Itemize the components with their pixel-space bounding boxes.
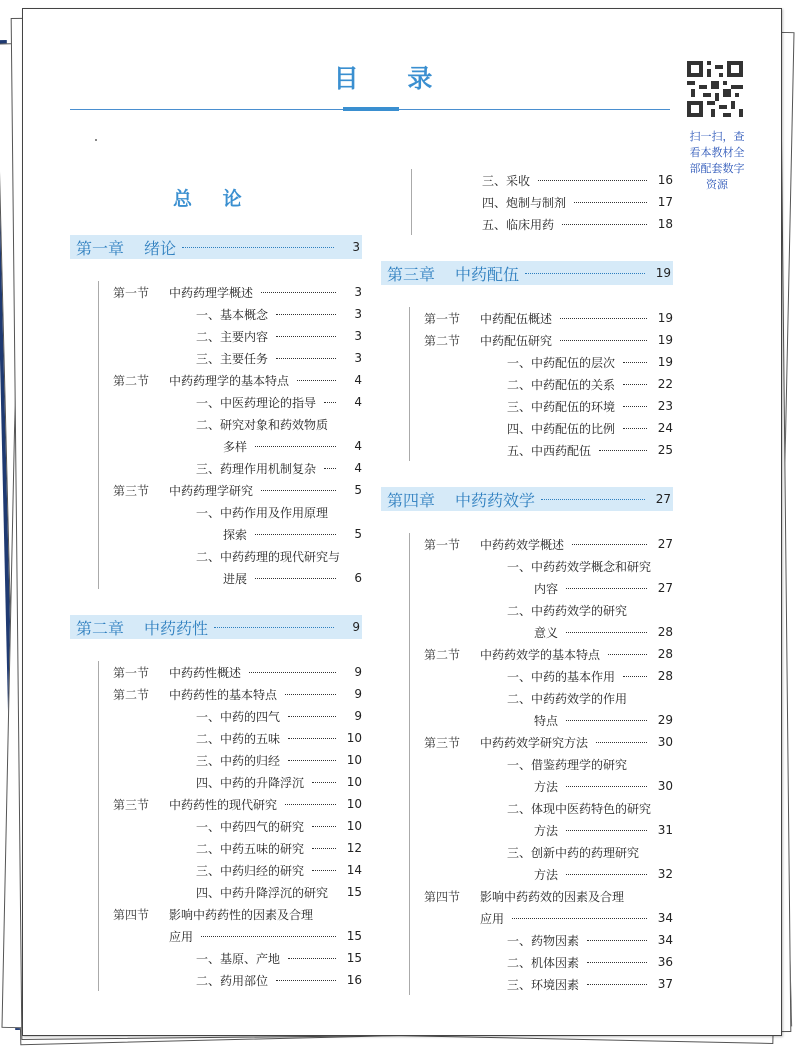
- dot-leader: [599, 450, 647, 451]
- dot-leader: [285, 804, 336, 805]
- page-number: 3: [354, 351, 362, 365]
- dot-leader: [312, 826, 336, 827]
- page-number: 10: [346, 753, 362, 767]
- entry-title: 一、中药的基本作用: [507, 669, 616, 684]
- toc-entry[interactable]: [410, 351, 673, 373]
- page-number: 28: [657, 647, 673, 661]
- entry-title: 二、体现中医药特色的研究: [507, 801, 652, 816]
- page-number: 12: [346, 841, 362, 855]
- toc-entry[interactable]: [99, 661, 362, 683]
- dot-leader: [261, 490, 336, 491]
- entry-title: 意义: [534, 625, 559, 640]
- dot-leader: [525, 273, 645, 274]
- entry-title: 中药药效学研究方法: [480, 735, 589, 750]
- dot-leader: [587, 984, 647, 985]
- chapter-title: 中药配伍: [455, 264, 520, 284]
- page-number: 9: [354, 665, 362, 679]
- entry-title: 二、中药药效学的研究: [507, 603, 628, 618]
- page-number: 10: [346, 797, 362, 811]
- section-number: 第一节: [424, 311, 461, 326]
- toc-entry[interactable]: [99, 369, 362, 391]
- page-number: 27: [655, 492, 671, 506]
- toc-entry[interactable]: [410, 709, 673, 731]
- dot-leader: [562, 224, 647, 225]
- toc-entry[interactable]: [99, 567, 362, 589]
- dot-leader: [566, 874, 647, 875]
- page-number: 22: [657, 377, 673, 391]
- toc-entry[interactable]: [410, 599, 673, 621]
- entry-title: 中药药性概述: [169, 665, 242, 680]
- qr-code-icon[interactable]: [687, 61, 743, 117]
- entry-title: 三、中药归经的研究: [196, 863, 305, 878]
- page-number: 19: [657, 311, 673, 325]
- chapter-entries: [98, 661, 362, 991]
- toc-entry[interactable]: [99, 815, 362, 837]
- dot-leader: [623, 362, 647, 363]
- toc-right-column: [381, 169, 673, 1021]
- toc-entry[interactable]: [99, 391, 362, 413]
- dot-leader: [623, 428, 647, 429]
- entry-title: 内容: [534, 581, 559, 596]
- entry-title: 进展: [223, 571, 248, 586]
- page-number: 30: [657, 735, 673, 749]
- section-number: 第四节: [113, 907, 150, 922]
- entry-title: 中药药效学的基本特点: [480, 647, 601, 662]
- toc-entry[interactable]: [410, 577, 673, 599]
- chapter-heading[interactable]: [70, 235, 362, 259]
- toc-entry[interactable]: [99, 501, 362, 523]
- dot-leader: [276, 358, 336, 359]
- page-number: 4: [354, 373, 362, 387]
- entry-title: 二、主要内容: [196, 329, 269, 344]
- dot-leader: [572, 544, 647, 545]
- entry-title: 三、采收: [482, 173, 531, 188]
- dot-leader: [312, 848, 336, 849]
- entry-title: 特点: [534, 713, 559, 728]
- toc-entry[interactable]: [410, 643, 673, 665]
- entry-title: 五、中西药配伍: [507, 443, 592, 458]
- entry-title: 一、中医药理论的指导: [196, 395, 317, 410]
- page-number: 9: [354, 687, 362, 701]
- entry-title: 中药配伍概述: [480, 311, 553, 326]
- page-number: 4: [354, 439, 362, 453]
- toc-entry[interactable]: [99, 947, 362, 969]
- entry-title: 中药配伍研究: [480, 333, 553, 348]
- dot-leader: [566, 830, 647, 831]
- toc-entry[interactable]: [410, 797, 673, 819]
- section-title: 总 论: [173, 188, 254, 210]
- entry-title: 二、药用部位: [196, 973, 269, 988]
- dot-leader: [596, 742, 647, 743]
- entry-title: 中药药性的基本特点: [169, 687, 278, 702]
- entry-title: 三、环境因素: [507, 977, 580, 992]
- toc-entry[interactable]: [410, 621, 673, 643]
- entry-title: 二、中药五味的研究: [196, 841, 305, 856]
- toc-entry[interactable]: [99, 771, 362, 793]
- entry-title: 四、中药的升降浮沉: [196, 775, 305, 790]
- chapter-entries: [98, 281, 362, 589]
- page-number: 10: [346, 775, 362, 789]
- dot-leader: [312, 870, 336, 871]
- section-number: 第二节: [424, 333, 461, 348]
- chapter-number: 第二章: [76, 618, 125, 638]
- dot-leader: [566, 588, 647, 589]
- entry-title: 应用: [480, 911, 505, 926]
- chapter-number: 第三章: [387, 264, 436, 284]
- toc-entry[interactable]: [410, 863, 673, 885]
- chapter-heading[interactable]: [381, 487, 673, 511]
- page-number: 17: [657, 195, 673, 209]
- entry-title: 影响中药药性的因素及合理: [169, 907, 314, 922]
- page-number: 9: [354, 709, 362, 723]
- entry-title: 中药药理学的基本特点: [169, 373, 290, 388]
- dot-leader: [560, 340, 647, 341]
- chapter-heading[interactable]: [70, 615, 362, 639]
- toc-entry[interactable]: [410, 951, 673, 973]
- chapter-entries: [409, 533, 673, 995]
- entry-title: 二、中药药理的现代研究与: [196, 549, 341, 564]
- page-number: 9: [352, 620, 360, 634]
- entry-title: 中药药效学概述: [480, 537, 565, 552]
- toc-entry[interactable]: [410, 439, 673, 461]
- page-number: 15: [346, 929, 362, 943]
- entry-title: 三、创新中药的药理研究: [507, 845, 640, 860]
- dot-leader: [324, 468, 336, 469]
- page-number: 15: [346, 885, 362, 899]
- entry-title: 方法: [534, 823, 559, 838]
- toc-right-chapters: [381, 261, 673, 995]
- toc-entry[interactable]: [410, 665, 673, 687]
- dot-leader: [255, 446, 336, 447]
- toc-page: [22, 8, 782, 1036]
- page-number: 10: [346, 819, 362, 833]
- chapter-entries: [409, 307, 673, 461]
- entry-title: 探索: [223, 527, 248, 542]
- page-number: 23: [657, 399, 673, 413]
- title-accent-bar: [343, 107, 399, 111]
- entry-title: 一、借鉴药理学的研究: [507, 757, 628, 772]
- toc-entry[interactable]: [410, 373, 673, 395]
- page-number: 24: [657, 421, 673, 435]
- entry-title: 影响中药药效的因素及合理: [480, 889, 625, 904]
- entry-title: 多样: [223, 439, 248, 454]
- entry-title: 中药药性的现代研究: [169, 797, 278, 812]
- dot-leader: [541, 499, 645, 500]
- entry-title: 方法: [534, 867, 559, 882]
- section-number: 第二节: [113, 373, 150, 388]
- dot-leader: [276, 314, 336, 315]
- toc-entry[interactable]: [99, 749, 362, 771]
- entry-title: 二、中药的五味: [196, 731, 281, 746]
- entry-title: 一、中药四气的研究: [196, 819, 305, 834]
- dot-leader: [574, 202, 647, 203]
- toc-entry[interactable]: [410, 885, 673, 907]
- entry-title: 二、研究对象和药效物质: [196, 417, 329, 432]
- entry-title: 三、中药配伍的环境: [507, 399, 616, 414]
- toc-entry[interactable]: [99, 925, 362, 947]
- toc-entry[interactable]: [99, 683, 362, 705]
- toc-entry[interactable]: [410, 929, 673, 951]
- toc-entry[interactable]: [99, 969, 362, 991]
- toc-entry[interactable]: [410, 395, 673, 417]
- dot-leader: [201, 936, 336, 937]
- page-number: 4: [354, 395, 362, 409]
- page-number: 3: [354, 307, 362, 321]
- entry-title: 方法: [534, 779, 559, 794]
- toc-entry[interactable]: [99, 727, 362, 749]
- dot-leader: [288, 958, 336, 959]
- page-number: 5: [354, 527, 362, 541]
- dot-leader: [623, 384, 647, 385]
- toc-entry[interactable]: [410, 307, 673, 329]
- entry-title: 二、机体因素: [507, 955, 580, 970]
- page-number: 27: [657, 581, 673, 595]
- section-number: 第二节: [424, 647, 461, 662]
- page-number: 28: [657, 669, 673, 683]
- dot-leader: [623, 406, 647, 407]
- page-number: 6: [354, 571, 362, 585]
- toc-entry[interactable]: [410, 841, 673, 863]
- qr-caption: 扫一扫，查 看本教材全 部配套数字 资源: [689, 130, 745, 191]
- dot-leader: [608, 654, 647, 655]
- dot-leader: [587, 962, 647, 963]
- entry-title: 一、中药作用及作用原理: [196, 505, 329, 520]
- page-number: 4: [354, 461, 362, 475]
- page-number: 19: [657, 333, 673, 347]
- entry-title: 一、基原、产地: [196, 951, 281, 966]
- dot-leader: [566, 786, 647, 787]
- toc-entry[interactable]: [410, 417, 673, 439]
- section-number: 第一节: [424, 537, 461, 552]
- section-number: 第二节: [113, 687, 150, 702]
- dot-leader: [182, 247, 334, 248]
- section-number: 第四节: [424, 889, 461, 904]
- dot-leader: [587, 940, 647, 941]
- page-number: 16: [657, 173, 673, 187]
- toc-entry[interactable]: [99, 457, 362, 479]
- entry-title: 中药药理学研究: [169, 483, 254, 498]
- entry-title: 一、中药配伍的层次: [507, 355, 616, 370]
- page-number: 3: [354, 329, 362, 343]
- entry-title: 一、药物因素: [507, 933, 580, 948]
- stray-mark: [95, 139, 97, 141]
- page-number: 3: [352, 240, 360, 254]
- entry-title: 二、中药药效学的作用: [507, 691, 628, 706]
- toc-entry[interactable]: [99, 881, 362, 903]
- toc-left-column: [70, 235, 362, 1017]
- dot-leader: [324, 402, 336, 403]
- entry-title: 应用: [169, 929, 194, 944]
- page-number: 5: [354, 483, 362, 497]
- toc-entry[interactable]: [410, 973, 673, 995]
- toc-entry[interactable]: [99, 545, 362, 567]
- entry-title: 一、中药的四气: [196, 709, 281, 724]
- dot-leader: [288, 716, 336, 717]
- toc-entry[interactable]: [99, 859, 362, 881]
- toc-entry[interactable]: [99, 793, 362, 815]
- toc-entry[interactable]: [99, 413, 362, 435]
- page-number: 10: [346, 731, 362, 745]
- page-number: 37: [657, 977, 673, 991]
- page-number: 3: [354, 285, 362, 299]
- page-number: 14: [346, 863, 362, 877]
- toc-entry[interactable]: [99, 523, 362, 545]
- toc-entry[interactable]: [99, 479, 362, 501]
- toc-entry[interactable]: [410, 329, 673, 351]
- dot-leader: [214, 627, 334, 628]
- entry-title: 三、中药的归经: [196, 753, 281, 768]
- entry-title: 二、中药配伍的关系: [507, 377, 616, 392]
- dot-leader: [288, 738, 336, 739]
- page-number: 25: [657, 443, 673, 457]
- dot-leader: [560, 318, 647, 319]
- page-number: 36: [657, 955, 673, 969]
- entry-title: 三、主要任务: [196, 351, 269, 366]
- dot-leader: [566, 632, 647, 633]
- chapter-number: 第一章: [76, 238, 125, 258]
- chapter-title: 中药药性: [144, 618, 209, 638]
- page-number: 31: [657, 823, 673, 837]
- page-number: 19: [657, 355, 673, 369]
- toc-entry[interactable]: [99, 903, 362, 925]
- entry-title: 三、药理作用机制复杂: [196, 461, 317, 476]
- entry-title: 四、中药配伍的比例: [507, 421, 616, 436]
- dot-leader: [538, 180, 647, 181]
- dot-leader: [566, 720, 647, 721]
- chapter-number: 第四章: [387, 490, 436, 510]
- section-number: 第一节: [113, 665, 150, 680]
- dot-leader: [623, 676, 647, 677]
- toc-entry[interactable]: [410, 775, 673, 797]
- entry-title: 四、中药升降浮沉的研究: [196, 885, 329, 900]
- page-number: 15: [346, 951, 362, 965]
- dot-leader: [297, 380, 336, 381]
- page-number: 19: [655, 266, 671, 280]
- dot-leader: [276, 336, 336, 337]
- toc-entry[interactable]: [412, 191, 673, 213]
- entry-title: 一、中药药效学概念和研究: [507, 559, 652, 574]
- toc-entry[interactable]: [410, 819, 673, 841]
- page-number: 34: [657, 933, 673, 947]
- entry-title: 四、炮制与制剂: [482, 195, 567, 210]
- toc-entry[interactable]: [410, 555, 673, 577]
- toc-entry[interactable]: [410, 731, 673, 753]
- toc-entry[interactable]: [99, 303, 362, 325]
- section-number: 第三节: [424, 735, 461, 750]
- toc-entry[interactable]: [410, 687, 673, 709]
- dot-leader: [285, 694, 336, 695]
- section-number: 第一节: [113, 285, 150, 300]
- chapter-title: 中药药效学: [455, 490, 536, 510]
- toc-entry[interactable]: [99, 281, 362, 303]
- dot-leader: [261, 292, 336, 293]
- toc-continued-rows: [411, 169, 673, 235]
- toc-entry[interactable]: [412, 213, 673, 235]
- entry-title: 中药药理学概述: [169, 285, 254, 300]
- section-number: 第三节: [113, 483, 150, 498]
- dot-leader: [249, 672, 336, 673]
- dot-leader: [288, 760, 336, 761]
- toc-entry[interactable]: [410, 907, 673, 929]
- toc-entry[interactable]: [99, 325, 362, 347]
- page-title: 目 录: [333, 64, 453, 93]
- entry-title: 一、基本概念: [196, 307, 269, 322]
- toc-entry[interactable]: [410, 753, 673, 775]
- dot-leader: [512, 918, 647, 919]
- dot-leader: [255, 578, 336, 579]
- page-number: 30: [657, 779, 673, 793]
- toc-entry[interactable]: [99, 347, 362, 369]
- page-number: 29: [657, 713, 673, 727]
- page-number: 28: [657, 625, 673, 639]
- section-number: 第三节: [113, 797, 150, 812]
- chapter-title: 绪论: [144, 238, 177, 258]
- toc-entry[interactable]: [99, 837, 362, 859]
- toc-entry[interactable]: [410, 533, 673, 555]
- page-number: 34: [657, 911, 673, 925]
- dot-leader: [255, 534, 336, 535]
- page-number: 27: [657, 537, 673, 551]
- page-number: 18: [657, 217, 673, 231]
- toc-entry[interactable]: [412, 169, 673, 191]
- page-number: 16: [346, 973, 362, 987]
- dot-leader: [276, 980, 336, 981]
- chapter-heading[interactable]: [381, 261, 673, 285]
- entry-title: 五、临床用药: [482, 217, 555, 232]
- toc-entry[interactable]: [99, 705, 362, 727]
- dot-leader: [312, 782, 336, 783]
- page-number: 32: [657, 867, 673, 881]
- toc-entry[interactable]: [99, 435, 362, 457]
